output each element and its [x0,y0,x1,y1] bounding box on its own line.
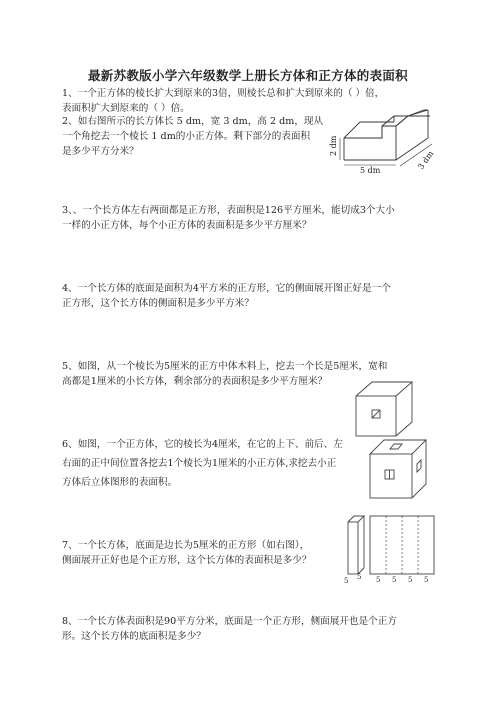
question-line: 2、如右图所示的长方体长 5 dm，宽 3 dm，高 2 dm，现从 [62,116,324,127]
prism-net-figure [340,512,440,586]
front-face [344,126,396,160]
question-line: 形。这个长方体的底面积是多少？ [62,631,206,642]
net-label: 5 [392,576,397,584]
question-line: 是多少平方分米？ [62,146,139,157]
prism-label: 5 [344,577,349,585]
question-5 [62,359,387,389]
question-3 [62,203,395,233]
net-label: 5 [424,576,429,584]
question-line: 表面积扩大到原来的（ ）倍。 [62,103,190,114]
question-line: 右面的正中间位置各挖去1个棱长为1厘米的小正方体,求挖去小正 [62,458,337,469]
question-line: 一个角挖去一个棱长 1 dm的小正方体。剩下部分的表面积 [62,131,311,142]
question-line: 1、一个正方体的棱长扩大到原来的3倍，则棱长总和扩大到原来的（ ）倍， [62,88,385,99]
question-line: 侧面展开正好也是个正方形，这个长方体的表面积是多少？ [62,555,312,566]
question-7 [62,538,311,568]
question-6 [62,437,343,490]
question-line: 8、一个长方体表面积是90平方分米，底面是一个正方形，侧面展开也是个正方 [62,616,397,627]
question-4 [62,281,391,311]
question-line: 4、一个长方体的底面是面积为4平方米的正方形，它的侧面展开图正好是一个 [62,283,391,294]
question-line: 5、如图，从一个棱长为5厘米的正方中体木料上，挖去一个长是5厘米，宽和 [62,361,388,372]
cube-holes-figure [366,434,430,504]
cuboid-figure [329,108,438,175]
net-label: 5 [408,576,413,584]
question-line: 3、、一个长方体左右两面都是正方形，表面积是126平方厘米，能切成3个大小 [62,205,395,216]
question-line: 高都是1厘米的小长方体，剩余部分的表面积是多少平方厘米？ [62,376,328,387]
width-label: 3 dm [416,149,436,172]
question-2 [62,114,323,159]
length-label: 5 dm [360,166,381,175]
question-line: 方体后立体图形的表面积。 [62,477,178,488]
prism-label: 5 [357,573,362,581]
question-line: 7、一个长方体，底面是边长为5厘米的正方形（如右图）， [62,540,310,551]
height-label: 2 dm [329,135,338,156]
net-label: 5 [376,576,381,584]
question-line: 6、如图，一个正方体，它的棱长为4厘米，在它的上下、前后、左 [62,439,343,450]
question-1 [62,86,384,116]
page-title: 最新苏教版小学六年级数学上册长方体和正方体的表面积 [87,68,408,83]
question-line: 一样的小正方体，每个小正方体的表面积是多少平方厘米？ [62,220,312,231]
question-8 [62,614,397,644]
cube-hole-figure [352,378,416,442]
question-line: 正方形，这个长方体的侧面积是多少平方米？ [62,298,254,309]
